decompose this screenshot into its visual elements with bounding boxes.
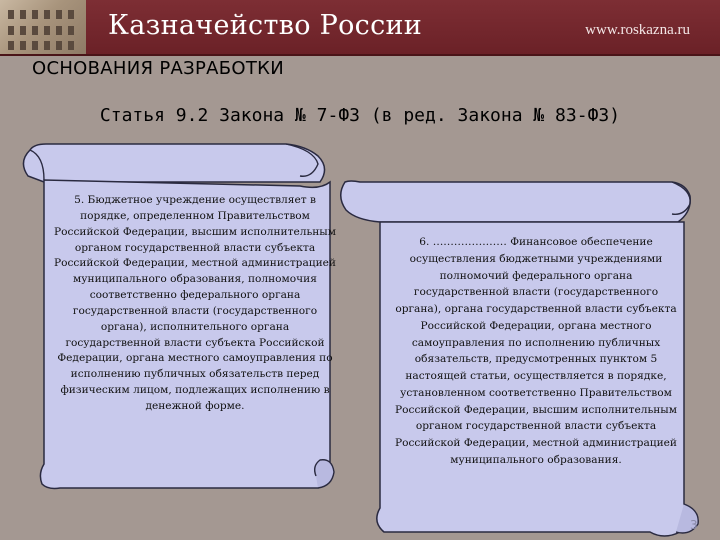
- page-number: 3: [690, 518, 698, 532]
- right-scroll-text: 6. ………………… Финансовое обеспечение осуществления бюджетными учреждениями полномочий федерального органа государственной власти (государственного органа), органа государственной власти субъекта Российской Федерации, органа местного самоуправления по исполнению публичных обязательств, предусмотренных пунктом 5 настоящей статьи, осуществляется в порядке, установленном соответственно Правительством Российской Федерации, высшим исполнительным органом государственной власти субъекта Российской Федерации, местной администрацией муниципального образования.: [394, 236, 677, 466]
- left-scroll-text: 5. Бюджетное учреждение осуществляет в порядке, определенном Правительством Российской Федерации, высшим исполнительным органом государственной власти субъекта Российской Федерации, местной администрацией муниципального образования, полномочия соответственно федерального органа государственной власти (государственного органа), исполнительного органа государственной власти субъекта Российской Федерации, органа местного самоуправления по исполнению публичных обязательств перед физическим лицом, подлежащих исполнению в денежной форме.: [53, 194, 336, 412]
- header-title: Казначейство России: [108, 10, 423, 41]
- law-article-subheading: Статья 9.2 Закона № 7-ФЗ (в ред. Закона № 83-ФЗ): [99, 105, 621, 126]
- header-url[interactable]: www.roskazna.ru: [585, 22, 690, 38]
- section-heading: ОСНОВАНИЯ РАЗРАБОТКИ: [32, 58, 284, 79]
